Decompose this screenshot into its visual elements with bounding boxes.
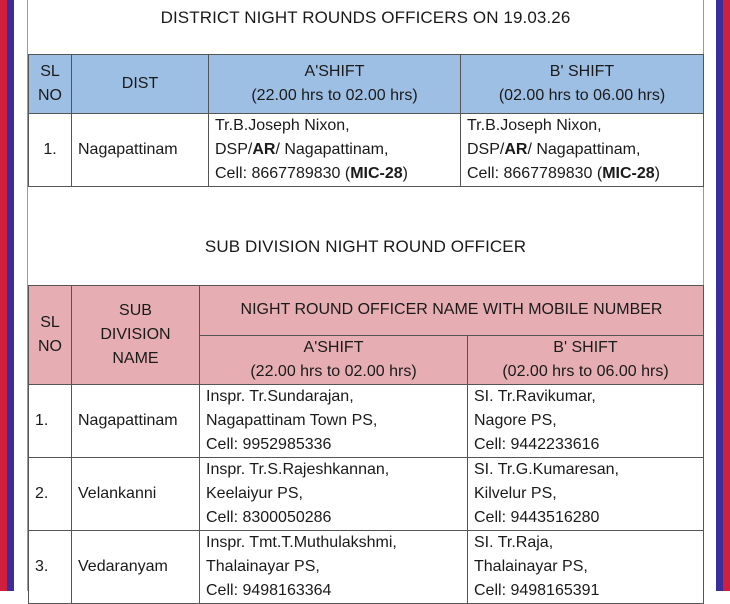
a-shift-header: A'SHIFT (22.00 hrs to 02.00 hrs) — [209, 55, 461, 114]
sub-division-name-cell: Vedaranyam — [72, 531, 200, 604]
b-shift-officer-cell: SI. Tr.Ravikumar, Nagore PS, Cell: 9442233616 — [468, 385, 704, 458]
subdivision-table — [28, 285, 704, 604]
sl-no-header: SL NO — [29, 55, 72, 114]
a-shift-officer-cell: Inspr. Tmt.T.Muthulakshmi, Thalainayar PS, Cell: 9498163364 — [200, 531, 468, 604]
subdivision-heading: SUB DIVISION NIGHT ROUND OFFICER — [204, 237, 527, 256]
b-shift-officer-cell: SI. Tr.G.Kumaresan, Kilvelur PS, Cell: 9443516280 — [468, 458, 704, 531]
b-shift-officer-cell: SI. Tr.Raja, Thalainayar PS, Cell: 9498165391 — [468, 531, 704, 604]
officer-group-header: NIGHT ROUND OFFICER NAME WITH MOBILE NUMBER — [200, 286, 704, 336]
a-shift-header: A'SHIFT (22.00 hrs to 02.00 hrs) — [200, 335, 468, 385]
sub-division-header: SUB DIVISION NAME — [72, 286, 200, 385]
a-shift-officer-cell: Inspr. Tr.Sundarajan, Nagapattinam Town PS, Cell: 9952985336 — [200, 385, 468, 458]
right-border-stripe — [716, 0, 730, 591]
district-heading: DISTRICT NIGHT ROUNDS OFFICERS ON 19.03.26 — [160, 8, 571, 27]
table-row — [29, 531, 704, 604]
subdivision-header-row — [29, 286, 704, 336]
dist-header: DIST — [72, 55, 209, 114]
sl-cell: 3. — [29, 531, 72, 604]
sub-division-name-cell: Velankanni — [72, 458, 200, 531]
dist-cell: Nagapattinam — [72, 114, 209, 187]
b-shift-header: B' SHIFT (02.00 hrs to 06.00 hrs) — [461, 55, 704, 114]
district-table — [28, 54, 704, 187]
district-header-row — [29, 55, 704, 114]
table-row — [29, 114, 704, 187]
sub-division-name-cell: Nagapattinam — [72, 385, 200, 458]
sl-cell: 1. — [29, 114, 72, 187]
a-shift-officer-cell: Inspr. Tr.S.Rajeshkannan, Keelaiyur PS, Cell: 8300050286 — [200, 458, 468, 531]
table-row — [29, 458, 704, 531]
sl-no-header: SL NO — [29, 286, 72, 385]
sl-cell: 2. — [29, 458, 72, 531]
sl-cell: 1. — [29, 385, 72, 458]
table-row — [29, 385, 704, 458]
b-shift-officer-cell: Tr.B.Joseph Nixon, DSP/AR/ Nagapattinam, Cell: 8667789830 (MIC-28) — [461, 114, 704, 187]
a-shift-officer-cell: Tr.B.Joseph Nixon, DSP/AR/ Nagapattinam, Cell: 8667789830 (MIC-28) — [209, 114, 461, 187]
b-shift-header: B' SHIFT (02.00 hrs to 06.00 hrs) — [468, 335, 704, 385]
left-border-stripe — [0, 0, 14, 591]
